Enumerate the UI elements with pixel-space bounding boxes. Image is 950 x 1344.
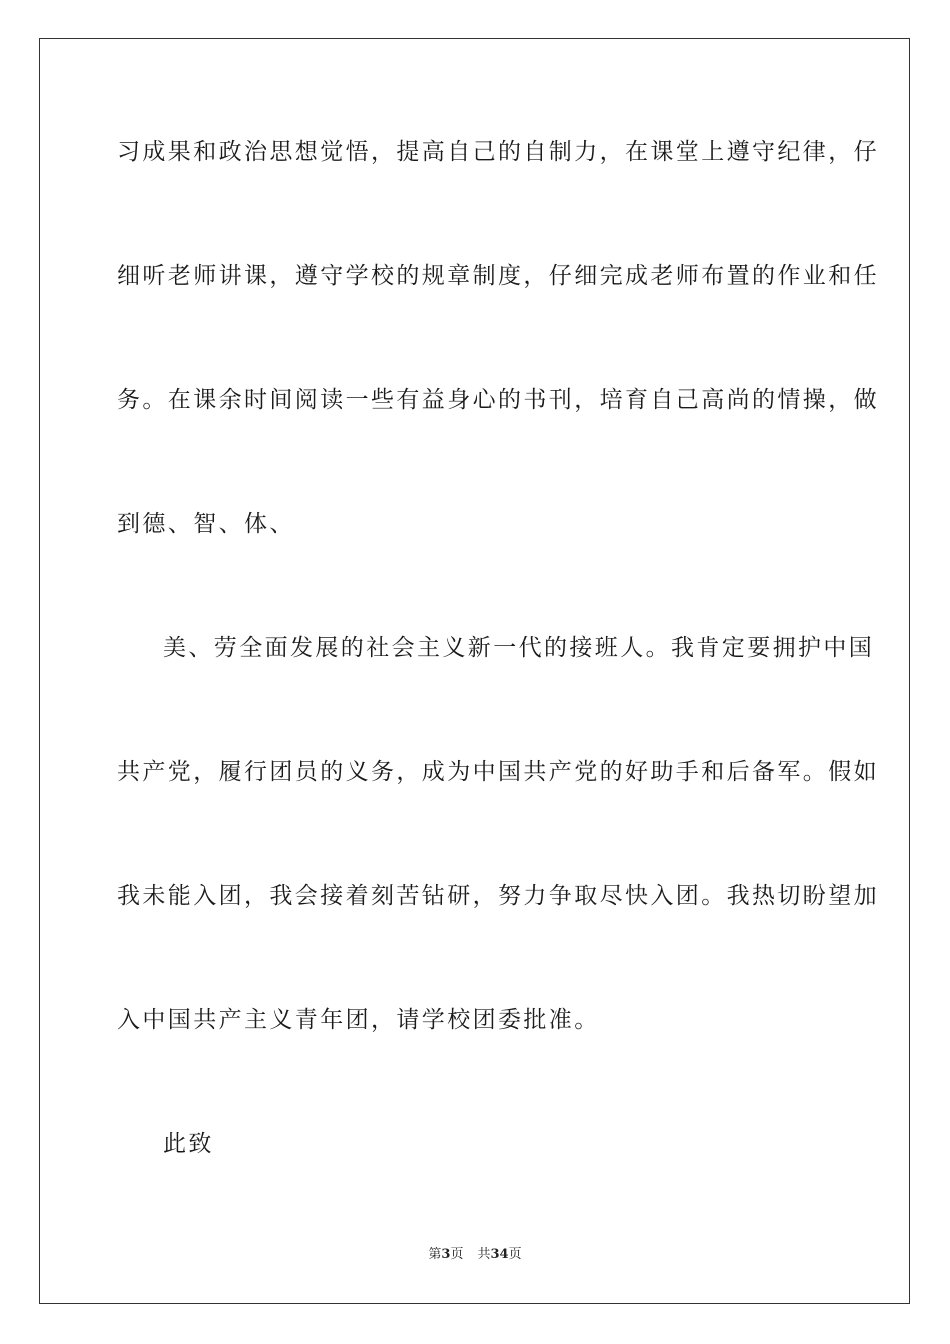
body-line-5: 美、劳全面发展的社会主义新一代的接班人。我肯定要拥护中国	[163, 635, 875, 661]
page-suffix: 页	[450, 1247, 464, 1262]
body-line-8: 入中国共产主义青年团，请学校团委批准。	[117, 1007, 600, 1033]
page-current: 3	[441, 1247, 451, 1262]
closing-salutation: 此致	[163, 1131, 214, 1157]
page-border	[39, 38, 910, 1304]
total-prefix: 共	[477, 1247, 491, 1262]
total-suffix: 页	[508, 1247, 522, 1262]
body-line-1: 习成果和政治思想觉悟，提高自己的自制力，在课堂上遵守纪律，仔	[117, 139, 879, 165]
body-line-4: 到德、智、体、	[117, 511, 295, 537]
page-prefix: 第	[428, 1247, 442, 1262]
page-total: 34	[490, 1247, 509, 1262]
body-line-2: 细听老师讲课，遵守学校的规章制度，仔细完成老师布置的作业和任	[117, 263, 879, 289]
body-line-7: 我未能入团，我会接着刻苦钻研，努力争取尽快入团。我热切盼望加	[117, 883, 879, 909]
page-footer	[0, 1246, 950, 1264]
body-line-6: 共产党，履行团员的义务，成为中国共产党的好助手和后备军。假如	[117, 759, 879, 785]
body-line-3: 务。在课余时间阅读一些有益身心的书刊，培育自己高尚的情操，做	[117, 387, 879, 413]
